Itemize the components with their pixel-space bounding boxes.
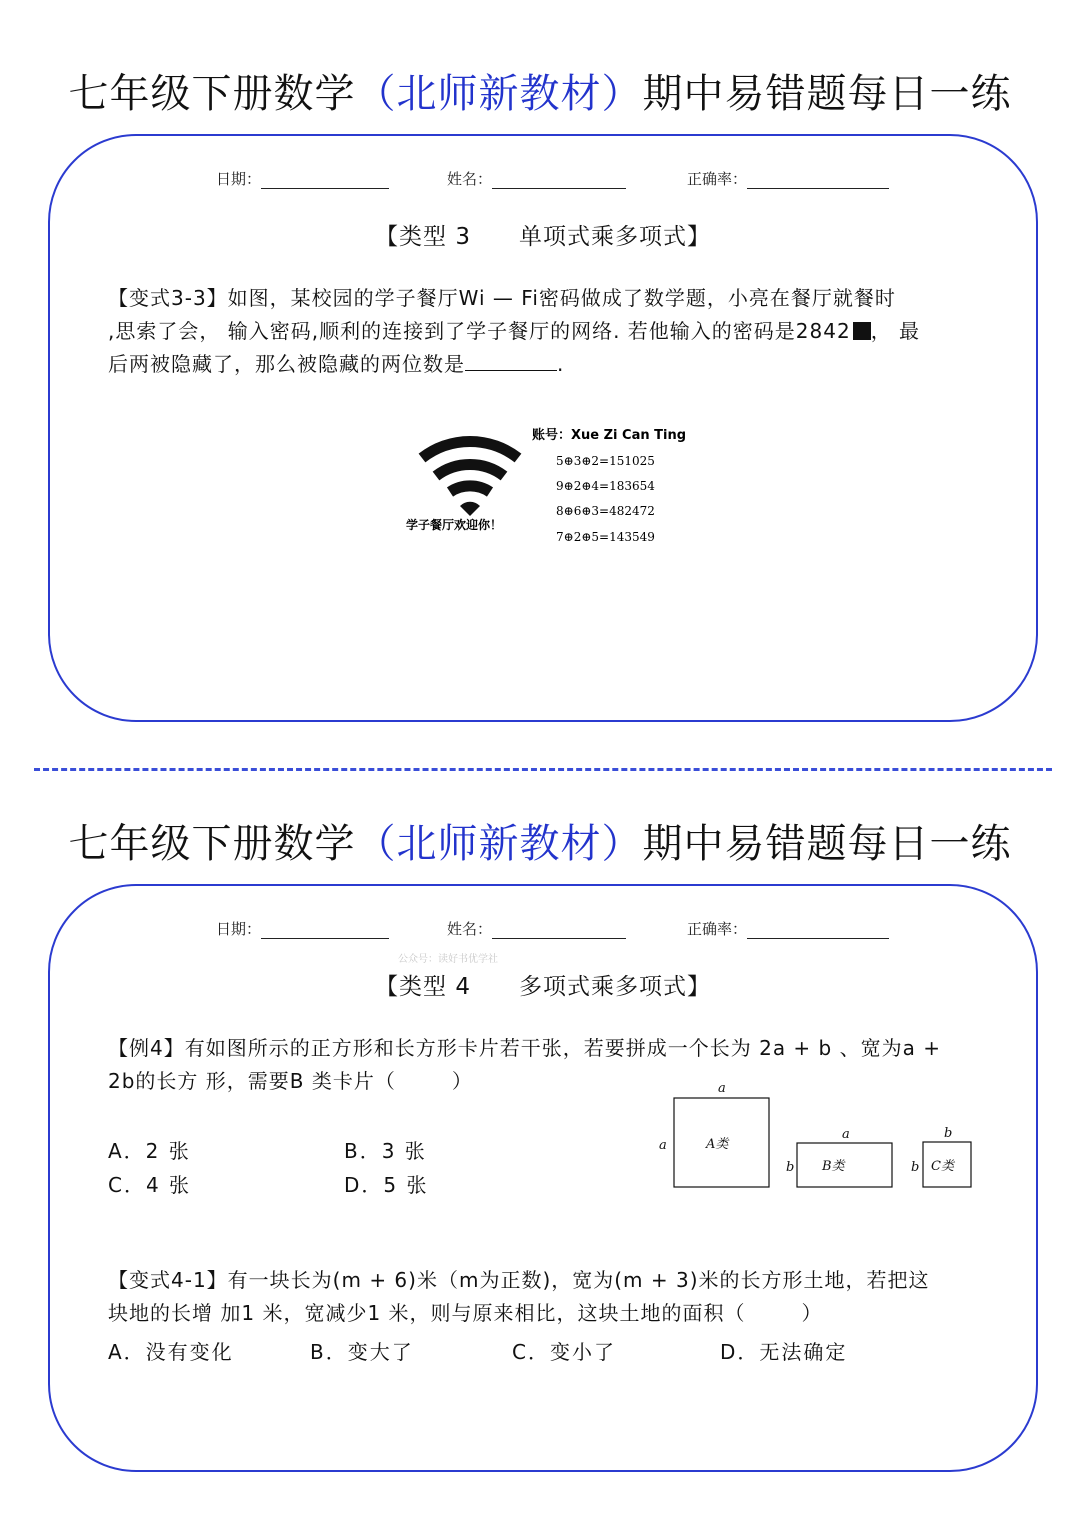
a-card-label: A类 (706, 1137, 729, 1152)
hidden-digits-block (853, 322, 871, 340)
label-c-left: b (911, 1160, 920, 1175)
option-c: C．4 张 (108, 1173, 192, 1197)
variant-question: 【变式4-1】有一块长为(m + 6)米（m为正数)，宽为(m + 3)米的长方形土地，若把这 块地的长增 加1 米，宽减少1 米，则与原来相比，这块土地的面积（ ） (108, 1268, 930, 1325)
type-heading-2: 【类型 4 多项式乘多项式】 (375, 974, 711, 1000)
label-a-left: a (659, 1138, 667, 1153)
variant-option-b: B．变大了 (310, 1340, 414, 1364)
equation-1: 5⊕3⊕2=151025 (556, 454, 655, 468)
label-c-top: b (944, 1126, 953, 1141)
question-text: 【变式3-3】如图，某校园的学子餐厅Wi — Fi密码做成了数学题，小亮在餐厅就餐时 ,思索了会， 输入密码,顺利的连接到了学子餐厅的网络. 若他输入的密码是2842 ， 最 后两被隐藏了，那么被隐藏的两位数是 . (108, 286, 921, 376)
wifi-icon (422, 441, 518, 492)
wifi-dot-icon (460, 502, 480, 516)
name-field-2: 姓名： (447, 918, 626, 939)
equation-2: 9⊕2⊕4=183654 (556, 479, 655, 493)
divider (34, 768, 1052, 771)
variant-option-a: A．没有变化 (108, 1340, 234, 1364)
c-card-label: C类 (931, 1159, 954, 1174)
cards-figure (650, 1082, 980, 1194)
variant-option-c: C．变小了 (512, 1340, 616, 1364)
b-card-label: B类 (822, 1159, 845, 1174)
page-title-2: 七年级下册数学（北师新教材）期中易错题每日一练 (68, 821, 1012, 867)
option-b: B．3 张 (344, 1139, 427, 1163)
label-b-top: a (842, 1127, 850, 1142)
wifi-figure (406, 422, 706, 552)
equation-4: 7⊕2⊕5=143549 (556, 530, 655, 544)
type-heading: 【类型 3 单项式乘多项式】 (375, 224, 711, 250)
option-a: A．2 张 (108, 1139, 191, 1163)
date-field-2: 日期： (216, 918, 389, 939)
page-title: 七年级下册数学（北师新教材）期中易错题每日一练 (68, 71, 1012, 117)
label-b-left: b (786, 1160, 795, 1175)
label-a-top: a (718, 1082, 726, 1096)
wifi-caption: 学子餐厅欢迎你！ (406, 518, 503, 532)
wifi-account: 账号：Xue Zi Can Ting (532, 428, 687, 443)
answer-blank (465, 348, 557, 371)
name-field: 姓名： (447, 168, 626, 189)
example-question: 【例4】有如图所示的正方形和长方形卡片若干张，若要拼成一个长为 2a + b 、宽为a + 2b的长方 形，需要B 类卡片（ ） (108, 1036, 941, 1093)
accuracy-field: 正确率： (687, 168, 889, 189)
date-field: 日期： (216, 168, 389, 189)
equation-3: 8⊕6⊕3=482472 (556, 504, 655, 518)
option-d: D．5 张 (344, 1173, 429, 1197)
watermark: 公众号：读好书优学社 (398, 954, 498, 965)
worksheet-card-1 (48, 134, 1038, 722)
variant-option-d: D．无法确定 (720, 1340, 848, 1364)
worksheet-card-2 (48, 884, 1038, 1472)
accuracy-field-2: 正确率： (687, 918, 889, 939)
